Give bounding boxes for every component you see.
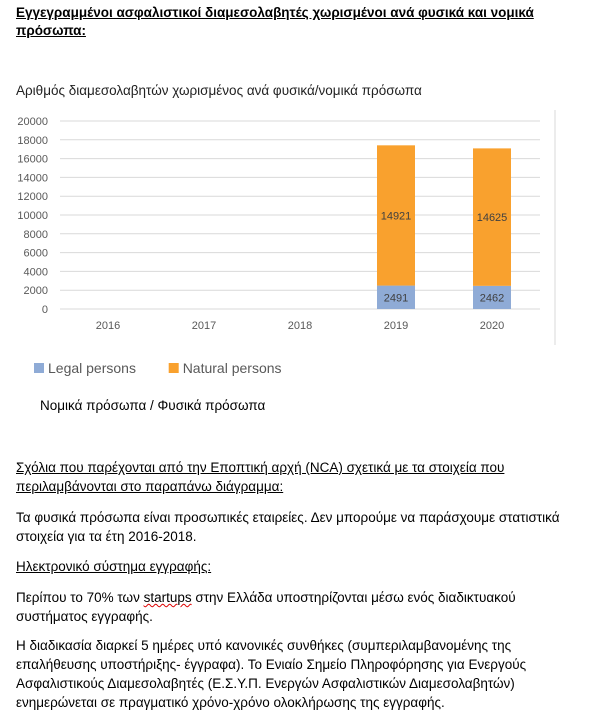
registry-text-part2: στην Ελλάδα υποστηρίζονται μέσω ενός διαδικτυακού συστήματος εγγραφής. (16, 590, 516, 624)
comments-heading: Σχόλια που παρέχονται από την Εποπτική αρχή (NCA) σχετικά με τα στοιχεία που περιλαμβάνονται στο παραπάνω διάγραμμα: (16, 460, 505, 494)
x-tick-label: 2020 (479, 320, 505, 332)
process-text: Η διαδικασία διαρκεί 5 ημέρες υπό κανονικές συνθήκες (συμπεριλαμβανομένης της επαλήθευσης υποστήριξης- έγγραφα). Το Ενιαίο Σημείο Πληροφόρησης για Ενεργούς Ασφαλιστικούς Διαμεσολαβητές (Ε.Σ.Υ.Π. Ενεργών Ασφαλιστικών Διαμεσολαβητών) ενημερώνεται σε πραγματικό χρόνο-χρόνο ολοκλήρωσης της εγγραφής. (16, 638, 527, 710)
document-title: Εγγεγραμμένοι ασφαλιστικοί διαμεσολαβητές χωρισμένοι ανά φυσικά και νομικά πρόσωπα: (16, 5, 534, 38)
y-tick-label: 20000 (17, 116, 48, 128)
y-tick-label: 4000 (23, 266, 48, 279)
legend-label: Natural persons (182, 360, 282, 376)
legend-swatch (34, 363, 44, 373)
y-tick-label: 8000 (23, 228, 48, 241)
stacked-bar-chart (0, 70, 560, 410)
x-tick-label: 2019 (383, 320, 409, 332)
y-tick-label: 6000 (23, 247, 48, 260)
data-label: 2491 (383, 292, 409, 305)
legend-label: Legal persons (48, 360, 136, 376)
registry-text-part1: Περίπου το 70% των (16, 590, 144, 605)
x-tick-label: 2018 (287, 320, 313, 332)
y-tick-label: 2000 (23, 285, 48, 298)
data-label: 14921 (380, 210, 412, 223)
data-label: 14625 (476, 212, 508, 225)
y-tick-label: 0 (41, 304, 48, 316)
data-label: 2462 (479, 292, 505, 305)
x-tick-label: 2016 (95, 320, 121, 332)
y-tick-label: 18000 (17, 134, 48, 147)
legend-swatch (169, 363, 179, 373)
y-tick-label: 12000 (17, 191, 48, 204)
registry-heading: Ηλεκτρονικό σύστημα εγγραφής: (16, 559, 212, 574)
chart-caption: Νομικά πρόσωπα / Φυσικά πρόσωπα (40, 398, 266, 413)
comments-text: Τα φυσικά πρόσωπα είναι προσωπικές εταιρείες. Δεν μπορούμε να παράσχουμε στατιστικά στοιχεία για τα έτη 2016-2018. (16, 510, 560, 544)
registry-text (16, 588, 576, 626)
chart-container (0, 70, 560, 410)
y-tick-label: 10000 (17, 210, 48, 222)
chart-title: Αριθμός διαμεσολαβητών χωρισμένος ανά φυσικά/νομικά πρόσωπα (16, 83, 422, 98)
x-tick-label: 2017 (191, 320, 217, 332)
y-tick-label: 14000 (17, 172, 48, 185)
startups-word: startups (143, 590, 192, 605)
y-tick-label: 16000 (17, 153, 48, 166)
